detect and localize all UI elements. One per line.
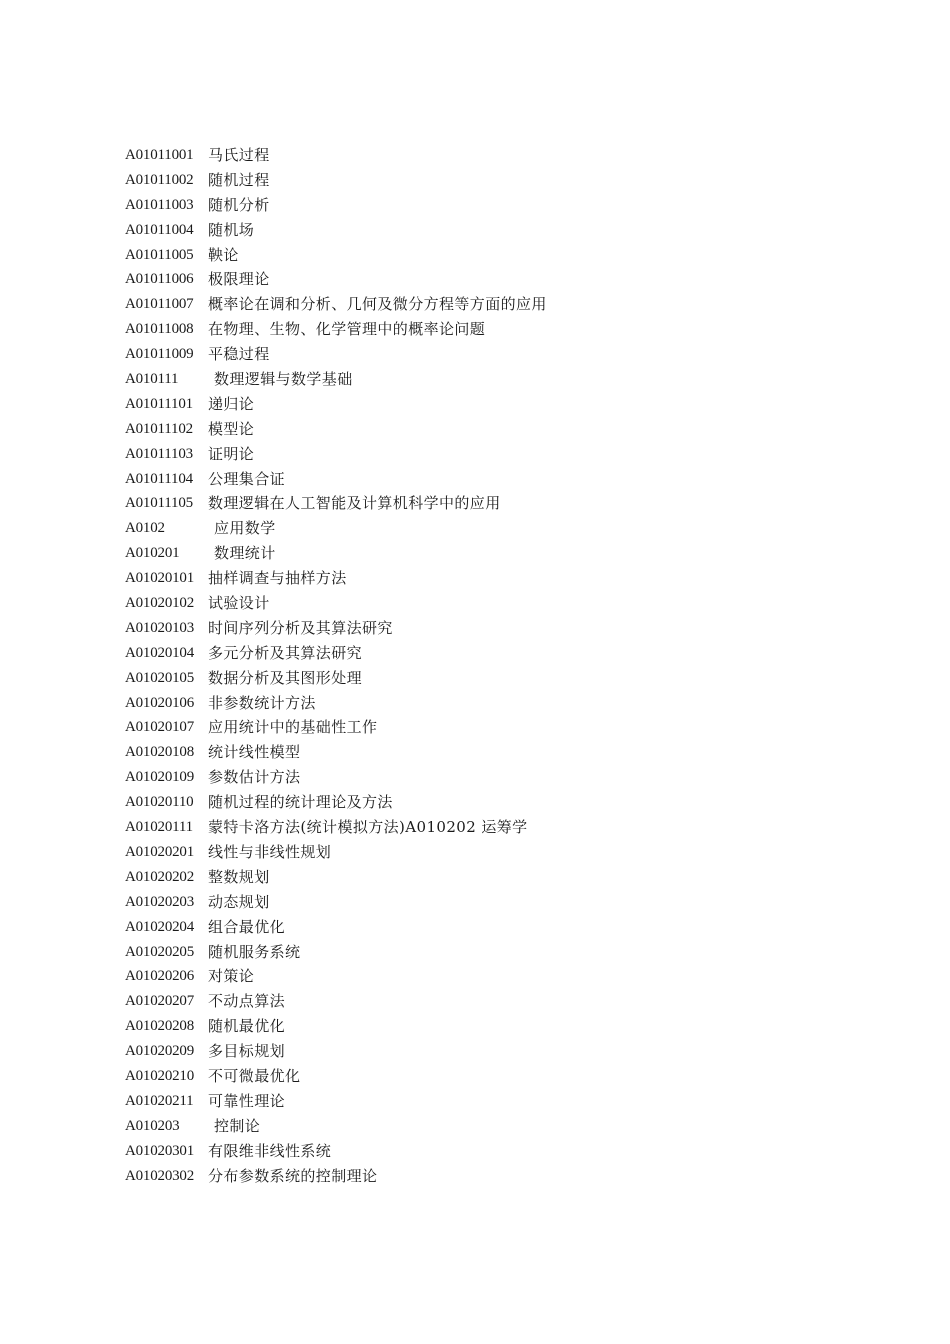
entry-code: A01011009 — [125, 346, 194, 363]
entry-code: A01011002 — [125, 171, 194, 188]
list-item — [125, 467, 825, 492]
entry-label: 多元分析及其算法研究 — [208, 643, 363, 662]
entry-label: 随机分析 — [208, 195, 270, 214]
entry-code: A01020101 — [125, 570, 195, 587]
entry-label: 数理统计 — [214, 544, 276, 563]
list-item — [125, 218, 825, 243]
entry-label: 随机场 — [208, 220, 255, 239]
list-item — [125, 940, 825, 965]
list-item — [125, 1164, 825, 1189]
entry-label: 证明论 — [208, 444, 255, 463]
entry-label: 参数估计方法 — [208, 768, 301, 787]
entry-code: A01020103 — [125, 619, 195, 636]
entry-label: 数据分析及其图形处理 — [208, 668, 363, 687]
entry-label: 可靠性理论 — [208, 1091, 286, 1110]
entry-code: A01020108 — [125, 744, 195, 761]
list-item — [125, 790, 825, 815]
entry-code: A01020111 — [125, 819, 193, 836]
entry-label: 数理逻辑在人工智能及计算机科学中的应用 — [208, 494, 501, 513]
entry-label: 动态规划 — [208, 892, 270, 911]
entry-code: A01011004 — [125, 221, 194, 238]
entry-label: 有限维非线性系统 — [208, 1141, 332, 1160]
list-item — [125, 392, 825, 417]
list-item — [125, 367, 825, 392]
entry-label: 整数规划 — [208, 867, 270, 886]
list-item — [125, 616, 825, 641]
entry-code: A01020204 — [125, 918, 195, 935]
list-item — [125, 765, 825, 790]
list-item — [125, 1014, 825, 1039]
entry-label: 线性与非线性规划 — [208, 842, 332, 861]
entry-label: 在物理、生物、化学管理中的概率论问题 — [208, 320, 486, 339]
list-item — [125, 442, 825, 467]
entry-label: 概率论在调和分析、几何及微分方程等方面的应用 — [208, 295, 547, 314]
list-item — [125, 989, 825, 1014]
entry-code: A01011006 — [125, 271, 194, 288]
entry-code: A01020206 — [125, 968, 195, 985]
list-item — [125, 1064, 825, 1089]
entry-code: A01020205 — [125, 943, 195, 960]
entry-code: A01011003 — [125, 196, 194, 213]
list-item — [125, 815, 825, 840]
entry-code: A01020301 — [125, 1142, 195, 1159]
entry-label: 分布参数系统的控制理论 — [208, 1166, 378, 1185]
entry-label: 随机服务系统 — [208, 942, 301, 961]
entry-code: A01011008 — [125, 321, 194, 338]
entry-label: 统计线性模型 — [208, 743, 301, 762]
entry-label: 应用数学 — [214, 519, 276, 538]
entry-label: 随机过程的统计理论及方法 — [208, 793, 393, 812]
entry-label: 极限理论 — [208, 270, 270, 289]
entry-label: 组合最优化 — [208, 917, 286, 936]
entry-label: 多目标规划 — [208, 1042, 286, 1061]
entry-label: 控制论 — [214, 1116, 261, 1135]
list-item — [125, 865, 825, 890]
entry-code: A01011001 — [125, 147, 194, 163]
list-item — [125, 267, 825, 292]
list-item — [125, 143, 825, 168]
list-item — [125, 641, 825, 666]
entry-label: 抽样调查与抽样方法 — [208, 569, 347, 588]
entry-code: A010111 — [125, 371, 179, 388]
list-item — [125, 516, 825, 541]
entry-code: A01020208 — [125, 1018, 195, 1035]
entry-label: 应用统计中的基础性工作 — [208, 718, 378, 737]
list-item — [125, 691, 825, 716]
entry-code: A01020202 — [125, 868, 195, 885]
list-item — [125, 566, 825, 591]
entry-label: 平稳过程 — [208, 345, 270, 364]
document-page — [125, 143, 825, 1188]
list-item — [125, 1089, 825, 1114]
entry-code: A01020201 — [125, 843, 195, 860]
entry-label: 不可微最优化 — [208, 1066, 301, 1085]
entry-code: A01011103 — [125, 445, 193, 462]
entry-code: A01011104 — [125, 470, 193, 487]
list-item — [125, 1039, 825, 1064]
entry-label: 鞅论 — [208, 245, 239, 264]
entry-code: A01020211 — [125, 1092, 194, 1109]
entry-label: 蒙特卡洛方法(统计模拟方法)A010202 运筹学 — [208, 818, 528, 837]
entry-code: A01020104 — [125, 644, 195, 661]
list-item — [125, 740, 825, 765]
entry-code: A01020105 — [125, 669, 195, 686]
list-item — [125, 168, 825, 193]
entry-label: 公理集合证 — [208, 469, 286, 488]
entry-label: 模型论 — [208, 419, 255, 438]
entry-code: A010201 — [125, 545, 180, 562]
entry-code: A0102 — [125, 520, 165, 537]
entry-code: A01011105 — [125, 495, 193, 512]
entry-code: A01020107 — [125, 719, 195, 736]
list-item — [125, 890, 825, 915]
list-item — [125, 1114, 825, 1139]
entry-code: A01020110 — [125, 794, 194, 811]
entry-code: A010203 — [125, 1117, 180, 1134]
entry-label: 非参数统计方法 — [208, 693, 316, 712]
entry-label: 马氏过程 — [208, 146, 270, 164]
entry-label: 递归论 — [208, 394, 255, 413]
list-item — [125, 193, 825, 218]
list-item — [125, 417, 825, 442]
list-item — [125, 591, 825, 616]
entry-code: A01011007 — [125, 296, 194, 313]
entry-code: A01020302 — [125, 1167, 195, 1184]
list-item — [125, 243, 825, 268]
entry-code: A01011005 — [125, 246, 194, 263]
list-item — [125, 1139, 825, 1164]
list-item — [125, 840, 825, 865]
entry-label: 时间序列分析及其算法研究 — [208, 618, 393, 637]
entry-label: 随机最优化 — [208, 1017, 286, 1036]
list-item — [125, 342, 825, 367]
list-item — [125, 715, 825, 740]
list-item — [125, 491, 825, 516]
entry-label: 对策论 — [208, 967, 255, 986]
entry-code: A01020109 — [125, 769, 195, 786]
entry-code: A01011102 — [125, 420, 193, 437]
entry-code: A01020207 — [125, 993, 195, 1010]
entry-label: 随机过程 — [208, 170, 270, 189]
entry-code: A01020209 — [125, 1043, 195, 1060]
entry-code: A01020102 — [125, 595, 195, 612]
list-item — [125, 292, 825, 317]
list-item — [125, 666, 825, 691]
entry-label: 数理逻辑与数学基础 — [214, 370, 353, 389]
list-item — [125, 541, 825, 566]
entry-code: A01020203 — [125, 893, 195, 910]
list-item — [125, 964, 825, 989]
entry-code: A01011101 — [125, 395, 193, 412]
entry-label: 试验设计 — [208, 594, 270, 613]
list-item — [125, 915, 825, 940]
entry-code: A01020106 — [125, 694, 195, 711]
list-item — [125, 317, 825, 342]
entry-code: A01020210 — [125, 1067, 195, 1084]
entry-label: 不动点算法 — [208, 992, 286, 1011]
